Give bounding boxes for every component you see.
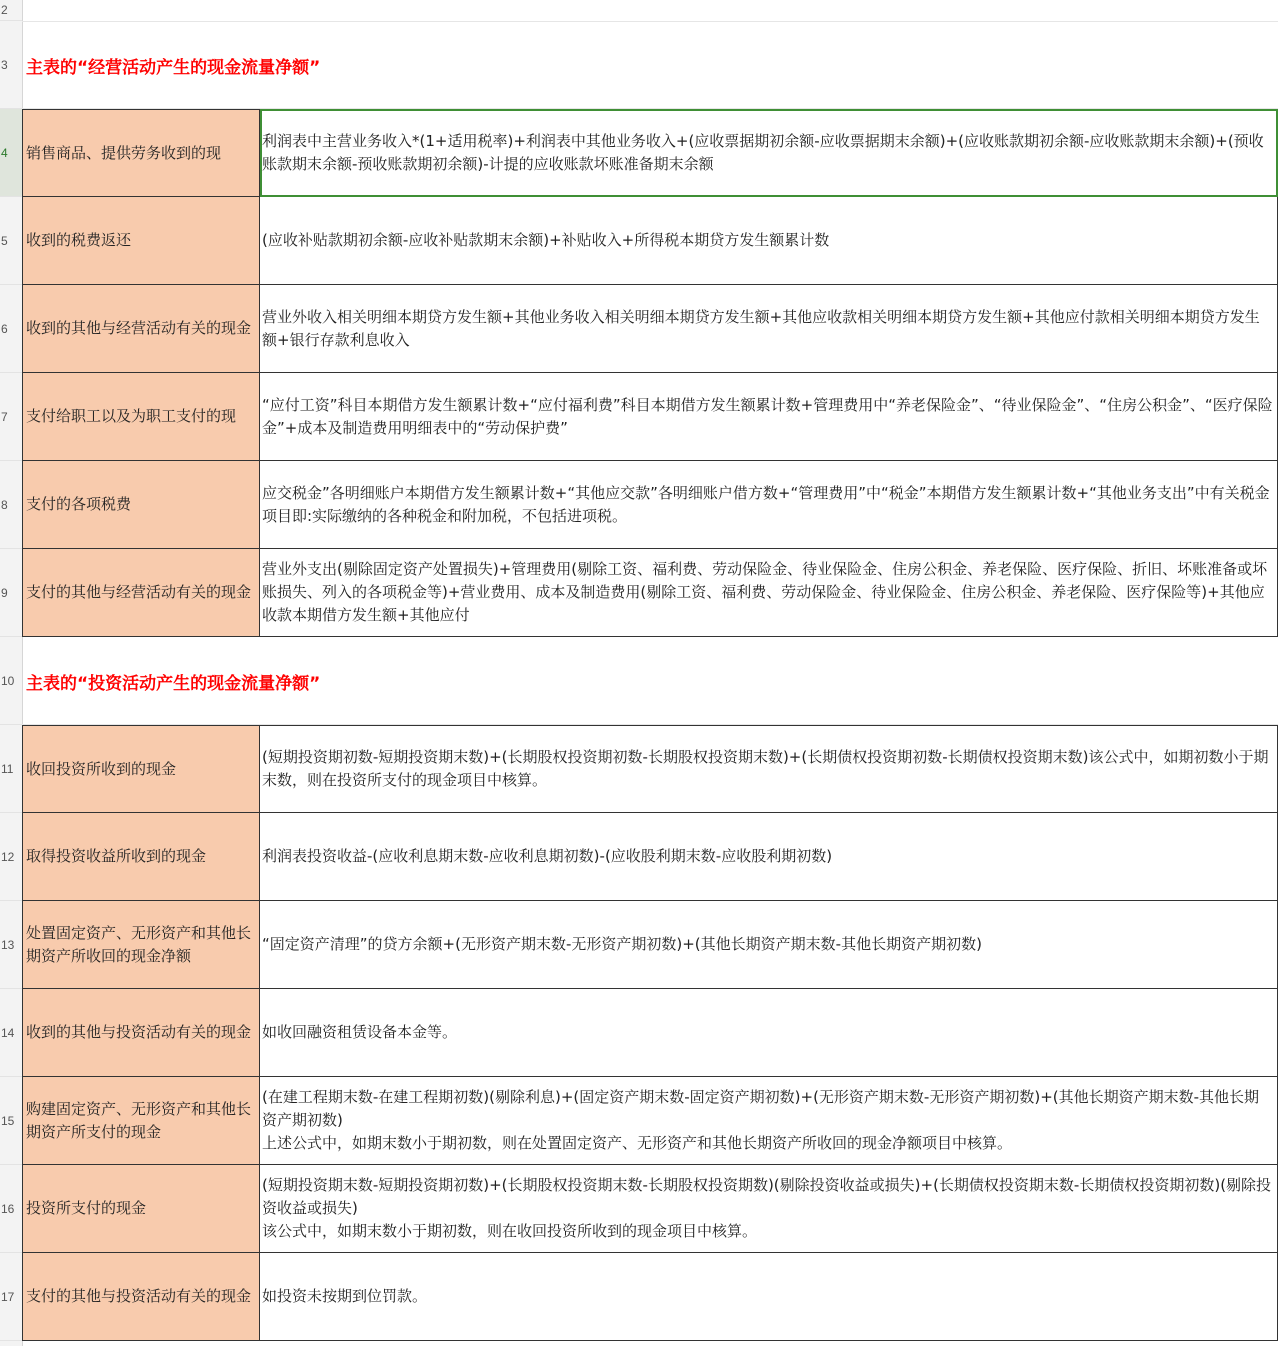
formula-cell[interactable]: 营业外支出(剔除固定资产处置损失)+管理费用(剔除工资、福利费、劳动保险金、待业保险金、住房公积金、养老保险、医疗保险、折旧、坏账准备或坏账损失、列入的各项税金等)+营业费用、成本及制造费用(剔除工资、福利费、劳动保险金、待业保险金、住房公积金、养老保险、医疗保险等)+其他应收款本期借方发生额+其他应付 xyxy=(260,549,1278,637)
formula-cell[interactable]: 利润表中主营业务收入*(1+适用税率)+利润表中其他业务收入+(应收票据期初余额-应收票据期末余额)+(应收账款期初余额-应收账款期末余额)+(预收账款期末余额-预收账款期初余额)-计提的应收账款坏账准备期末余额 xyxy=(260,109,1278,197)
sheet-row-2[interactable] xyxy=(22,0,1278,22)
item-cell[interactable]: 收到的税费返还 xyxy=(22,197,260,285)
row-number[interactable]: 17 xyxy=(0,1253,22,1341)
item-cell[interactable]: 支付的其他与投资活动有关的现金 xyxy=(22,1253,260,1341)
row-number[interactable]: 9 xyxy=(0,549,22,637)
item-cell[interactable]: 处置固定资产、无形资产和其他长期资产所收回的现金净额 xyxy=(22,901,260,989)
table-row[interactable] xyxy=(22,197,1278,285)
formula-cell[interactable]: (短期投资期末数-短期投资期初数)+(长期股权投资期末数-长期股权投资期数)(剔除投资收益或损失)+(长期债权投资期末数-长期债权投资期初数)(剔除投资收益或损失) 该公式中，如期末数小于期初数，则在收回投资所收到的现金项目中核算。 xyxy=(260,1165,1278,1253)
formula-cell[interactable]: “应付工资”科目本期借方发生额累计数+“应付福利费”科目本期借方发生额累计数+管理费用中“养老保险金”、“待业保险金”、“住房公积金”、“医疗保险金”+成本及制造费用明细表中的“劳动保护费” xyxy=(260,373,1278,461)
item-cell[interactable]: 销售商品、提供劳务收到的现 xyxy=(22,109,260,197)
table-row[interactable] xyxy=(22,1253,1278,1341)
section-header-row[interactable] xyxy=(22,638,1278,725)
table-row[interactable] xyxy=(22,285,1278,373)
formula-cell[interactable]: “固定资产清理”的贷方余额+(无形资产期末数-无形资产期初数)+(其他长期资产期末数-其他长期资产期初数) xyxy=(260,901,1278,989)
row-number[interactable]: 4 xyxy=(0,109,22,197)
row-number[interactable]: 13 xyxy=(0,901,22,989)
table-row[interactable] xyxy=(22,461,1278,549)
section-title: 主表的“投资活动产生的现金流量净额” xyxy=(26,673,321,694)
row-number[interactable]: 6 xyxy=(0,285,22,373)
item-cell[interactable]: 收到的其他与投资活动有关的现金 xyxy=(22,989,260,1077)
table-row[interactable] xyxy=(22,373,1278,461)
item-cell[interactable]: 收到的其他与经营活动有关的现金 xyxy=(22,285,260,373)
table-row[interactable] xyxy=(22,1165,1278,1253)
item-cell[interactable]: 收回投资所收到的现金 xyxy=(22,725,260,813)
row-number[interactable]: 5 xyxy=(0,197,22,285)
row-number[interactable]: 2 xyxy=(0,0,22,21)
row-number[interactable]: 14 xyxy=(0,989,22,1077)
table-row[interactable] xyxy=(22,109,1278,197)
item-cell[interactable]: 投资所支付的现金 xyxy=(22,1165,260,1253)
row-number[interactable]: 7 xyxy=(0,373,22,461)
row-number[interactable]: 12 xyxy=(0,813,22,901)
item-cell[interactable]: 取得投资收益所收到的现金 xyxy=(22,813,260,901)
item-cell[interactable]: 购建固定资产、无形资产和其他长期资产所支付的现金 xyxy=(22,1077,260,1165)
table-row[interactable] xyxy=(22,989,1278,1077)
formula-cell[interactable]: 如收回融资租赁设备本金等。 xyxy=(260,989,1278,1077)
item-cell[interactable]: 支付的各项税费 xyxy=(22,461,260,549)
formula-cell[interactable]: 如投资未按期到位罚款。 xyxy=(260,1253,1278,1341)
formula-cell[interactable]: (在建工程期末数-在建工程期初数)(剔除利息)+(固定资产期末数-固定资产期初数)+(无形资产期末数-无形资产期初数)+(其他长期资产期末数-其他长期资产期初数) 上述公式中，如期末数小于期初数，则在处置固定资产、无形资产和其他长期资产所收回的现金净额项目中核算。 xyxy=(260,1077,1278,1165)
row-number[interactable]: 8 xyxy=(0,461,22,549)
formula-cell[interactable]: (应收补贴款期初余额-应收补贴款期末余额)+补贴收入+所得税本期贷方发生额累计数 xyxy=(260,197,1278,285)
item-cell[interactable]: 支付给职工以及为职工支付的现 xyxy=(22,373,260,461)
item-cell[interactable]: 支付的其他与经营活动有关的现金 xyxy=(22,549,260,637)
formula-cell[interactable]: 营业外收入相关明细本期贷方发生额+其他业务收入相关明细本期贷方发生额+其他应收款相关明细本期贷方发生额+其他应付款相关明细本期贷方发生额+银行存款利息收入 xyxy=(260,285,1278,373)
formula-cell[interactable]: 应交税金”各明细账户本期借方发生额累计数+“其他应交款”各明细账户借方数+“管理费用”中“税金”本期借方发生额累计数+“其他业务支出”中有关税金项目即:实际缴纳的各种税金和附加税，不包括进项税。 xyxy=(260,461,1278,549)
row-number[interactable]: 16 xyxy=(0,1165,22,1253)
section-header-row[interactable] xyxy=(22,22,1278,109)
formula-cell[interactable]: (短期投资期初数-短期投资期末数)+(长期股权投资期初数-长期股权投资期末数)+(长期债权投资期初数-长期债权投资期末数)该公式中，如期初数小于期末数，则在投资所支付的现金项目中核算。 xyxy=(260,725,1278,813)
table-row[interactable] xyxy=(22,549,1278,637)
table-row[interactable] xyxy=(22,1077,1278,1165)
table-row[interactable] xyxy=(22,901,1278,989)
row-number[interactable]: 11 xyxy=(0,725,22,813)
row-number[interactable]: 15 xyxy=(0,1077,22,1165)
row-number[interactable]: 10 xyxy=(0,638,22,725)
table-row[interactable] xyxy=(22,725,1278,813)
row-number[interactable]: 3 xyxy=(0,22,22,109)
formula-cell[interactable]: 利润表投资收益-(应收利息期末数-应收利息期初数)-(应收股利期末数-应收股利期初数) xyxy=(260,813,1278,901)
section-title: 主表的“经营活动产生的现金流量净额” xyxy=(26,57,321,78)
table-row[interactable] xyxy=(22,813,1278,901)
